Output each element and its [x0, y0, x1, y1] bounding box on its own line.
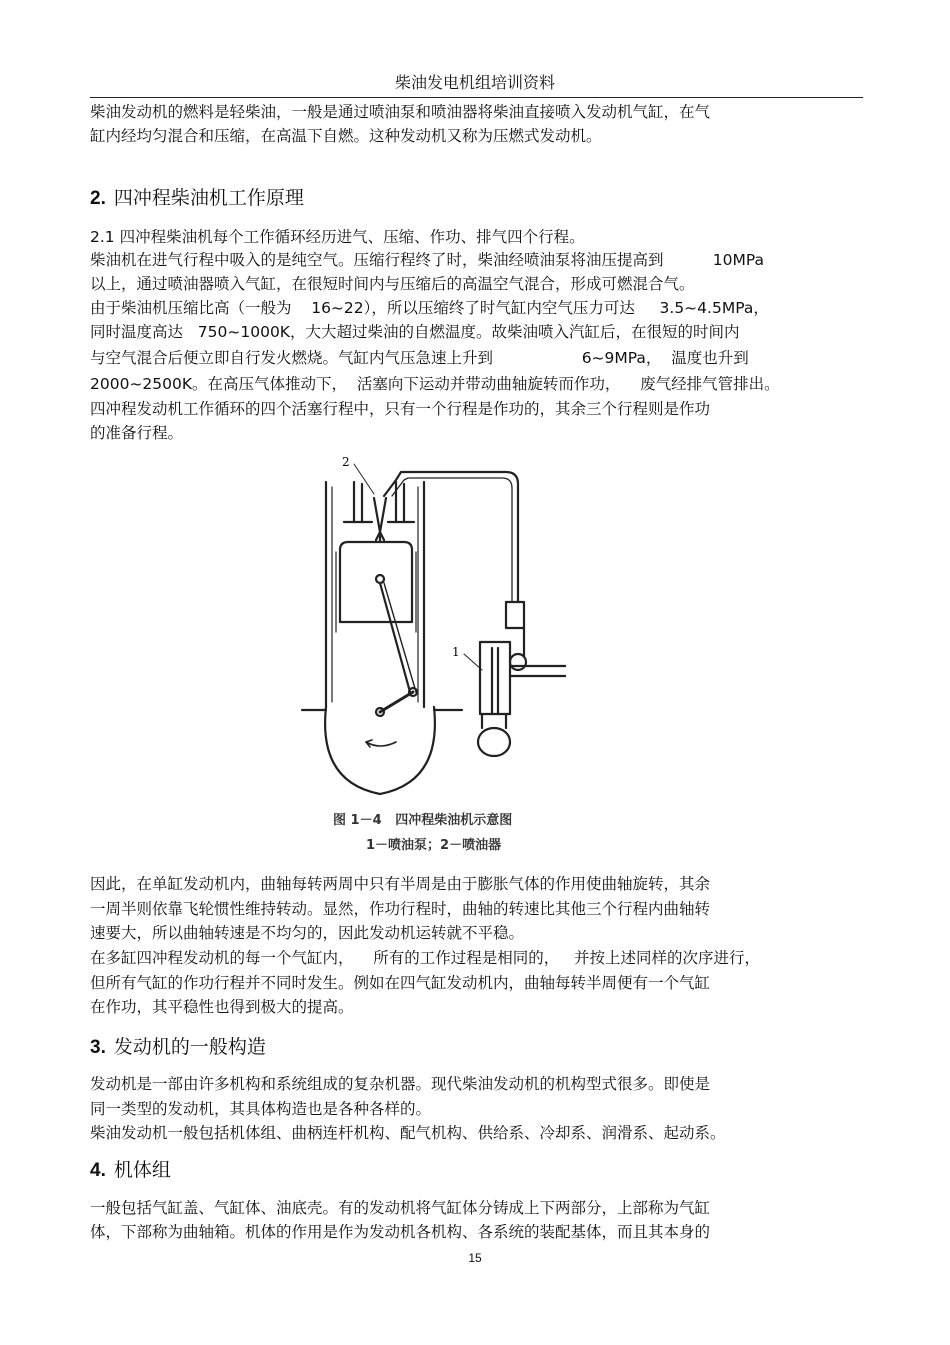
crankcase — [325, 707, 435, 794]
section-2-heading — [90, 186, 304, 211]
section-3-heading — [90, 1035, 266, 1060]
page-number: 15 — [468, 1251, 482, 1265]
paragraph-line: 一般包括气缸盖、气缸体、油底壳。有的发动机将气缸体分铸成上下两部分，上部称为气缸 — [90, 1199, 711, 1217]
label-injector: 2 — [342, 455, 350, 469]
section-4-heading — [90, 1158, 171, 1183]
paragraph-line: 柴油机在进气行程中吸入的是纯空气。压缩行程终了时，柴油经喷油泵将油压提高到 10MPa — [90, 251, 765, 269]
section-number: 4. — [90, 1160, 106, 1181]
injector-nozzle — [374, 498, 386, 532]
paragraph-line: 在作功，其平稳性也得到极大的提高。 — [90, 998, 354, 1016]
section-number: 3. — [90, 1037, 106, 1058]
figure-caption-legend: 1－喷油泵；2－喷油器 — [366, 838, 502, 853]
paragraph-line: 但所有气缸的作功行程并不同时发生。例如在四气缸发动机内，曲轴每转半周便有一个气缸 — [90, 974, 711, 992]
crank-arm — [380, 692, 413, 712]
engine-schematic-figure — [296, 452, 566, 802]
paragraph-line: 同一类型的发动机，其具体构造也是各种各样的。 — [90, 1100, 432, 1118]
intro-line: 缸内经均匀混合和压缩，在高温下自燃。这种发动机又称为压燃式发动机。 — [90, 127, 602, 145]
cam — [478, 728, 510, 756]
fuel-pump — [480, 642, 510, 714]
paragraph-line: 同时温度高达 750~1000K，大大超过柴油的自燃温度。故柴油喷入汽缸后，在很短的时间内 — [90, 323, 740, 341]
paragraph-line: 速要大，所以曲轴转速是不均匀的，因此发动机运转就不平稳。 — [90, 924, 525, 942]
paragraph-line: 四冲程发动机工作循环的四个活塞行程中，只有一个行程是作功的，其余三个行程则是作功 — [90, 400, 711, 418]
intro-line: 柴油发动机的燃料是轻柴油，一般是通过喷油泵和喷油器将柴油直接喷入发动机气缸，在气 — [90, 103, 711, 121]
piston-pin — [376, 575, 384, 583]
figure-caption-title: 图 1－4 四冲程柴油机示意图 — [333, 813, 513, 828]
paragraph-line: 在多缸四冲程发动机的每一个气缸内， 所有的工作过程是相同的， 并按上述同样的次序进行， — [90, 949, 760, 967]
delivery-valve — [506, 602, 524, 628]
paragraph-line: 由于柴油机压缩比高（一般为 16~22），所以压缩终了时气缸内空气压力可达 3.5~4.5MPa， — [90, 299, 769, 317]
paragraph-line: 2.1 四冲程柴油机每个工作循环经历进气、压缩、作功、排气四个行程。 — [90, 228, 585, 246]
section-title: 发动机的一般构造 — [113, 1036, 266, 1058]
header-rule — [90, 97, 863, 98]
paragraph-line: 因此，在单缸发动机内，曲轴每转两周中只有半周是由于膨胀气体的作用使曲轴旋转，其余 — [90, 875, 711, 893]
paragraph-line: 体，下部称为曲轴箱。机体的作用是作为发动机各机构、各系统的装配基体，而且其本身的 — [90, 1223, 711, 1241]
section-number: 2. — [90, 188, 106, 209]
section-title: 四冲程柴油机工作原理 — [113, 187, 304, 209]
paragraph-line: 的准备行程。 — [90, 424, 184, 442]
paragraph-line: 发动机是一部由许多机构和系统组成的复杂机器。现代柴油发动机的机构型式很多。即使是 — [90, 1075, 711, 1093]
section-title: 机体组 — [113, 1159, 171, 1181]
label-pump: 1 — [452, 645, 460, 659]
paragraph-line: 2000~2500K。在高压气体推动下， 活塞向下运动并带动曲轴旋转而作功， 废气经排气管排出。 — [90, 375, 780, 393]
paragraph-line: 以上，通过喷油器喷入气缸，在很短时间内与压缩后的高温空气混合，形成可燃混合气。 — [90, 275, 695, 293]
intake-valve — [354, 482, 362, 522]
paragraph-line: 柴油发动机一般包括机体组、曲柄连杆机构、配气机构、供给系、冷却系、润滑系、起动系。 — [90, 1124, 726, 1142]
paragraph-line: 一周半则依靠飞轮惯性维持转动。显然，作功行程时，曲轴的转速比其他三个行程内曲轴转 — [90, 900, 711, 918]
paragraph-line: 与空气混合后便立即自行发火燃烧。气缸内气压急速上升到 6~9MPa， 温度也升到 — [90, 349, 749, 367]
running-header: 柴油发电机组培训资料 — [394, 73, 555, 92]
connecting-rod — [380, 583, 410, 692]
